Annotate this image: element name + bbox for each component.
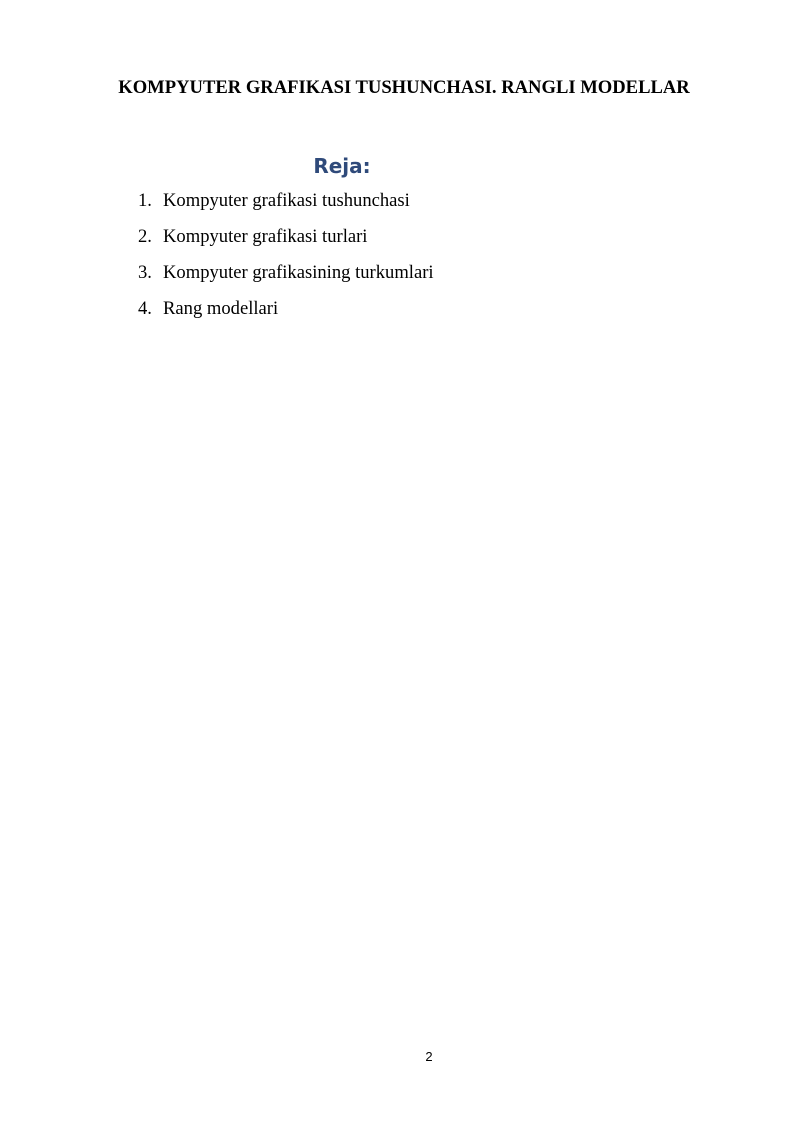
plan-item-4 — [138, 291, 434, 327]
plan-item-number: 3. — [138, 262, 152, 283]
plan-item-2 — [138, 219, 434, 255]
plan-item-number: 1. — [138, 190, 152, 211]
plan-item-1 — [138, 183, 434, 219]
document-title: KOMPYUTER GRAFIKASI TUSHUNCHASI. RANGLI MODELLAR — [118, 77, 690, 98]
page-number: 2 — [425, 1049, 433, 1064]
plan-list — [138, 183, 434, 327]
plan-item-3 — [138, 255, 434, 291]
plan-item-text: Kompyuter grafikasining turkumlari — [163, 262, 434, 283]
plan-item-number: 2. — [138, 226, 152, 247]
plan-item-text: Kompyuter grafikasi tushunchasi — [163, 190, 410, 211]
plan-heading: Reja: — [313, 154, 371, 178]
plan-item-number: 4. — [138, 298, 152, 319]
plan-item-text: Kompyuter grafikasi turlari — [163, 226, 368, 247]
plan-item-text: Rang modellari — [163, 298, 279, 319]
